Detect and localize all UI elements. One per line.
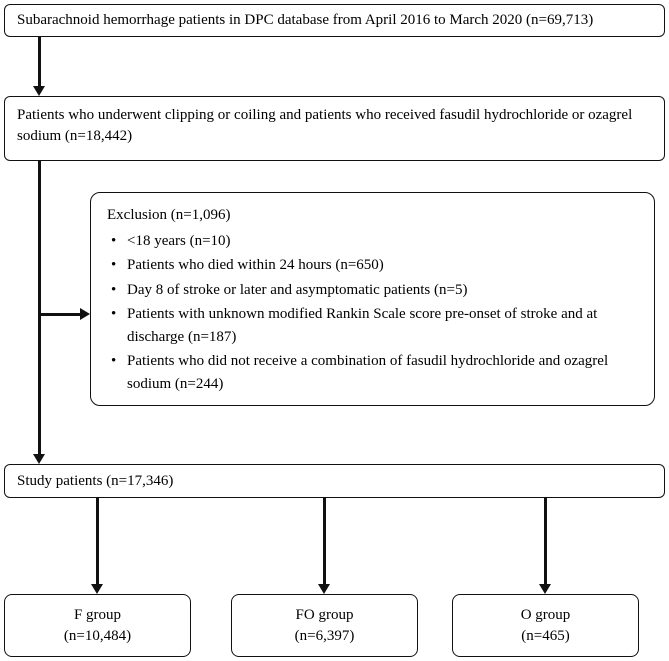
flow-box-study-text: Study patients (n=17,346) [17, 472, 174, 489]
flow-box-exclusion [90, 192, 655, 406]
o-group-count: (n=465) [521, 627, 570, 644]
arrowhead-source-to-eligible [33, 86, 45, 96]
f-group-name: F group [73, 606, 122, 623]
arrow-line-to-exclusion [39, 313, 80, 316]
arrowhead-study-to-f-group [91, 584, 103, 594]
exclusion-item: • Patients with unknown modified Rankin Scale score pre-onset of stroke and at discharge (n=187) [107, 303, 638, 348]
arrow-line-eligible-to-study [38, 161, 41, 454]
flow-box-source [4, 4, 665, 37]
o-group-name: O group [520, 606, 571, 623]
exclusion-item: • Patients who did not receive a combination of fasudil hydrochloride and ozagrel sodium (n=244) [107, 350, 638, 395]
arrow-line-source-to-eligible [38, 37, 41, 87]
flow-box-study [4, 464, 665, 498]
flow-box-f-group [4, 594, 191, 657]
arrowhead-to-exclusion [80, 308, 90, 320]
exclusion-item: • Day 8 of stroke or later and asymptomatic patients (n=5) [107, 279, 638, 302]
exclusion-title: Exclusion (n=1,096) [107, 207, 231, 223]
arrow-line-study-to-f-group [96, 498, 99, 584]
flow-box-source-text: Subarachnoid hemorrhage patients in DPC database from April 2016 to March 2020 (n=69,713) [17, 12, 594, 29]
flow-box-eligible-text: Patients who underwent clipping or coiling and patients who received fasudil hydrochloride or ozagrel sodium (n=18,442) [17, 107, 633, 144]
flow-box-o-group [452, 594, 639, 657]
f-group-count: (n=10,484) [63, 627, 132, 644]
fo-group-count: (n=6,397) [294, 627, 355, 644]
arrow-line-study-to-fo-group [323, 498, 326, 584]
exclusion-list [107, 230, 638, 396]
flow-box-fo-group [231, 594, 418, 657]
arrowhead-eligible-to-study [33, 454, 45, 464]
arrowhead-study-to-fo-group [318, 584, 330, 594]
flow-box-eligible [4, 96, 665, 161]
fo-group-name: FO group [295, 606, 354, 623]
arrow-line-study-to-o-group [544, 498, 547, 584]
exclusion-item: • <18 years (n=10) [107, 230, 638, 253]
arrowhead-study-to-o-group [539, 584, 551, 594]
exclusion-item: • Patients who died within 24 hours (n=650) [107, 254, 638, 277]
